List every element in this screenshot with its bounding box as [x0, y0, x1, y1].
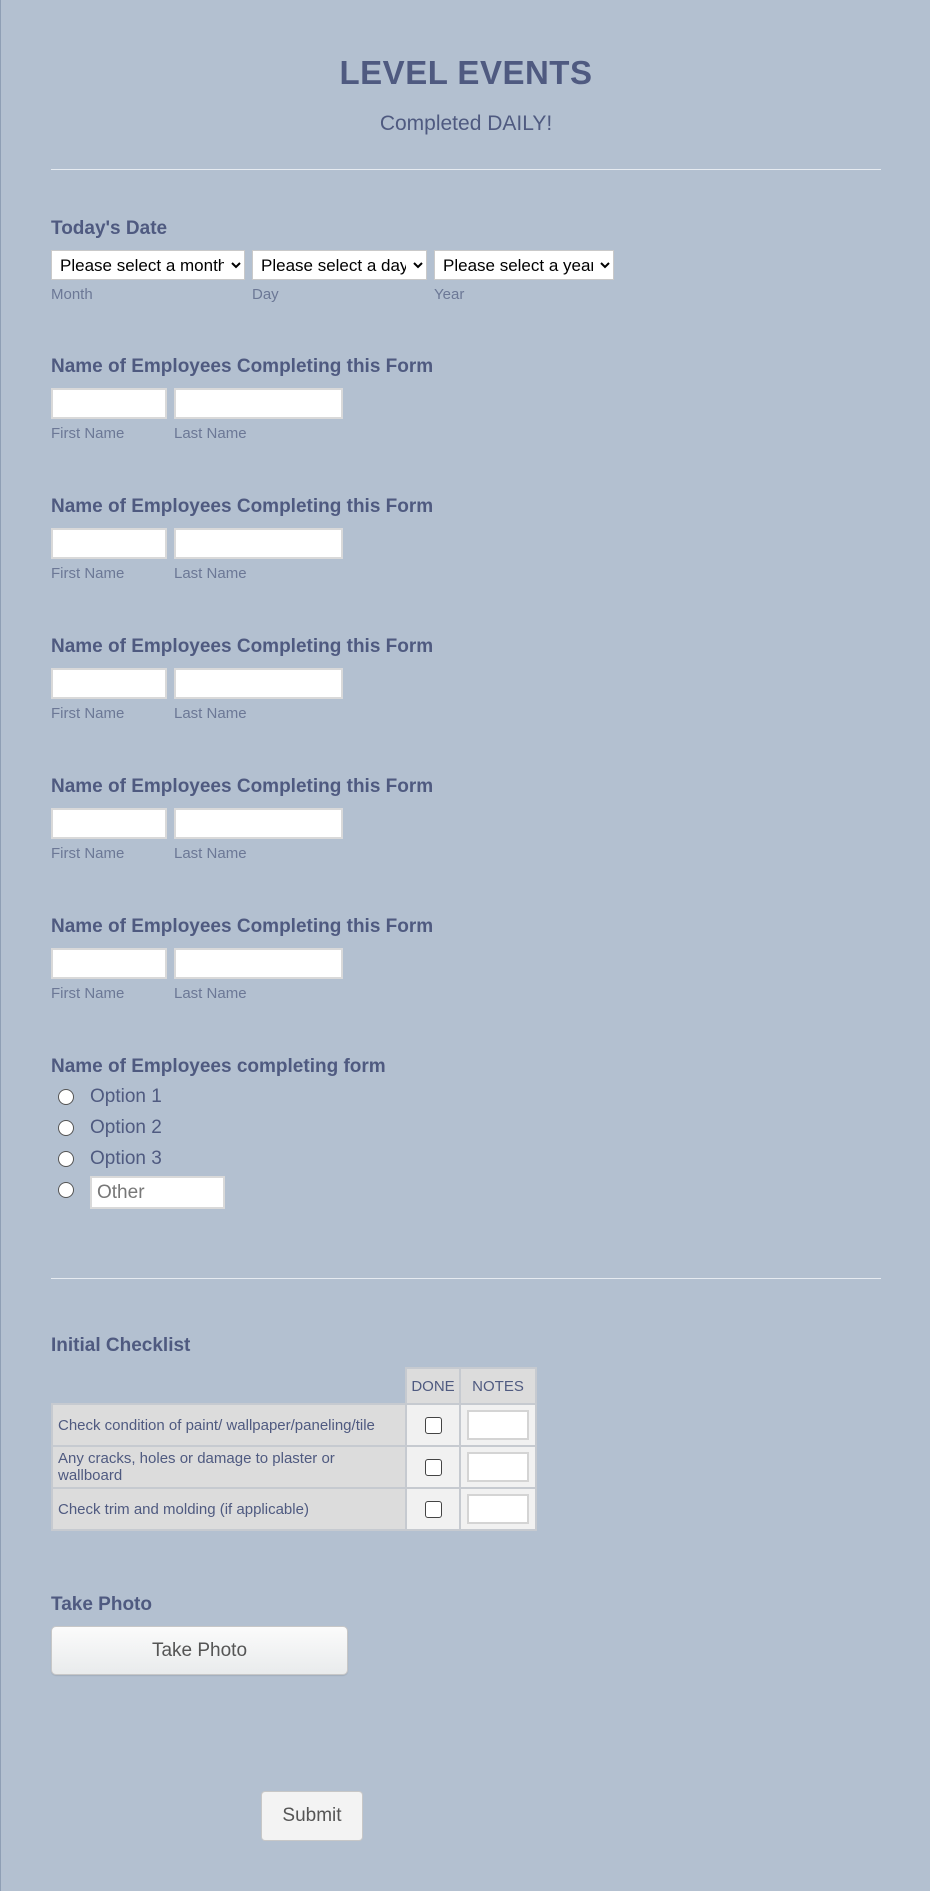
- employee-name-label: Name of Employees Completing this Form: [51, 496, 434, 517]
- radio-option-other[interactable]: [51, 1174, 881, 1216]
- last-name-sublabel: Last Name: [174, 845, 247, 862]
- form-subtitle: Completed DAILY!: [379, 112, 553, 135]
- last-name-sublabel: Last Name: [174, 565, 247, 582]
- notes-column-header: NOTES: [460, 1368, 536, 1404]
- employee-name-field: [51, 636, 881, 722]
- employee-name-field: [51, 356, 881, 442]
- notes-cell: [460, 1446, 536, 1488]
- employee-radio-group: [51, 1056, 881, 1216]
- checklist-question: Check condition of paint/ wallpaper/paneling/tile: [52, 1404, 406, 1446]
- day-sublabel: Day: [252, 286, 279, 303]
- notes-input[interactable]: [467, 1452, 529, 1482]
- submit-section: [261, 1791, 363, 1841]
- first-name-sublabel: First Name: [51, 705, 125, 722]
- done-cell: [406, 1404, 460, 1446]
- header-divider: [51, 169, 881, 170]
- done-checkbox[interactable]: [425, 1459, 442, 1476]
- photo-label: Take Photo: [51, 1594, 152, 1615]
- radio-option[interactable]: [51, 1081, 881, 1112]
- last-name-sublabel: Last Name: [174, 425, 247, 442]
- date-label: Today's Date: [51, 218, 168, 239]
- notes-input[interactable]: [467, 1410, 529, 1440]
- day-select[interactable]: [252, 250, 427, 280]
- form-header: [51, 0, 881, 136]
- take-photo-button[interactable]: Take Photo: [51, 1626, 348, 1675]
- done-column-header: DONE: [406, 1368, 460, 1404]
- first-name-input[interactable]: [51, 808, 167, 839]
- last-name-input[interactable]: [174, 528, 343, 559]
- first-name-sublabel: First Name: [51, 565, 125, 582]
- employee-name-label: Name of Employees Completing this Form: [51, 776, 434, 797]
- checklist-table: [51, 1367, 537, 1531]
- last-name-input[interactable]: [174, 388, 343, 419]
- year-select[interactable]: [434, 250, 614, 280]
- first-name-input[interactable]: [51, 948, 167, 979]
- month-select[interactable]: [51, 250, 245, 280]
- employee-name-field: [51, 496, 881, 582]
- radio-button[interactable]: [58, 1151, 74, 1167]
- radio-button[interactable]: [58, 1120, 74, 1136]
- first-name-input[interactable]: [51, 388, 167, 419]
- first-name-sublabel: First Name: [51, 845, 125, 862]
- first-name-sublabel: First Name: [51, 985, 125, 1002]
- done-cell: [406, 1488, 460, 1530]
- checklist-question: Check trim and molding (if applicable): [52, 1488, 406, 1530]
- first-name-input[interactable]: [51, 668, 167, 699]
- employee-name-label: Name of Employees Completing this Form: [51, 356, 434, 377]
- radio-option-label: Option 2: [90, 1116, 162, 1138]
- photo-section: [51, 1594, 881, 1675]
- radio-option-label: Option 1: [90, 1085, 162, 1107]
- checklist-header-spacer: [52, 1368, 406, 1404]
- submit-button[interactable]: Submit: [261, 1791, 363, 1841]
- last-name-input[interactable]: [174, 808, 343, 839]
- last-name-input[interactable]: [174, 948, 343, 979]
- checklist-row: [52, 1404, 536, 1446]
- radio-button[interactable]: [58, 1182, 74, 1198]
- year-sublabel: Year: [434, 286, 465, 303]
- notes-cell: [460, 1404, 536, 1446]
- notes-cell: [460, 1488, 536, 1530]
- section-divider: [51, 1278, 881, 1279]
- last-name-input[interactable]: [174, 668, 343, 699]
- checklist-row: [52, 1488, 536, 1530]
- done-checkbox[interactable]: [425, 1417, 442, 1434]
- other-input[interactable]: [90, 1176, 225, 1209]
- employee-name-label: Name of Employees Completing this Form: [51, 636, 434, 657]
- radio-button[interactable]: [58, 1089, 74, 1105]
- form-title: LEVEL EVENTS: [339, 54, 593, 91]
- checklist-question: Any cracks, holes or damage to plaster or wallboard: [52, 1446, 406, 1488]
- checklist-label: Initial Checklist: [51, 1335, 191, 1356]
- checklist-section: [51, 1335, 881, 1531]
- first-name-sublabel: First Name: [51, 425, 125, 442]
- first-name-input[interactable]: [51, 528, 167, 559]
- employee-name-label: Name of Employees Completing this Form: [51, 916, 434, 937]
- radio-option[interactable]: [51, 1143, 881, 1174]
- done-cell: [406, 1446, 460, 1488]
- date-section: [51, 218, 881, 303]
- radio-option-label: Option 3: [90, 1147, 162, 1169]
- employee-name-field: [51, 916, 881, 1002]
- last-name-sublabel: Last Name: [174, 985, 247, 1002]
- form: [51, 0, 881, 1826]
- radio-group-label: Name of Employees completing form: [51, 1056, 386, 1077]
- notes-input[interactable]: [467, 1494, 529, 1524]
- employee-name-field: [51, 776, 881, 862]
- done-checkbox[interactable]: [425, 1501, 442, 1518]
- radio-option[interactable]: [51, 1112, 881, 1143]
- checklist-row: [52, 1446, 536, 1488]
- month-sublabel: Month: [51, 286, 93, 303]
- checklist-header-row: [52, 1368, 536, 1404]
- last-name-sublabel: Last Name: [174, 705, 247, 722]
